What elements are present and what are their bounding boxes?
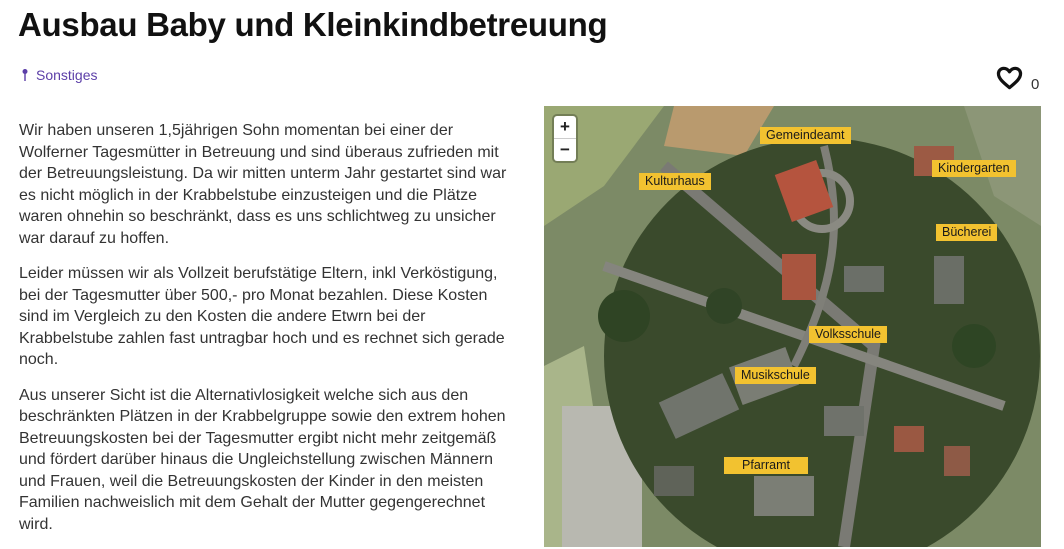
paragraph: Wir haben unseren 1,5jährigen Sohn momentan bei einer der Wolferner Tagesmütter in Betreuung und sind überaus zufrieden mit der Betreuungsleistung. Da wir mitten unterm Jahr gestartet sind war es nicht möglich in der Krabbelstube einzusteigen und die Plätze waren ohnehin so beschränkt, dass es uns schlichtweg zu unsicher war darauf zu hoffen. [19,122,507,247]
category-label: Sonstiges [36,67,98,83]
like-count: 0 [1031,76,1040,93]
paragraph: Aus unserer Sicht ist die Alternativlosigkeit welche sich aus den beschränkten Plätzen in der Krabbelgruppe sowie den extrem hohen Betreuungskosten bei der Tagesmutter ergibt nicht mehr zeitgemäß und fördert darüber hinaus die Ungleichstellung zwischen Männern und Frauen, weil die Betreuungskosten der Kinder in den meisten Familien nachweislich mit dem Gehalt der Mutter gegengerechnet wird. [19,386,506,533]
map-label-volksschule[interactable]: Volksschule [809,326,887,343]
map-label-gemeindeamt[interactable]: Gemeindeamt [760,127,851,144]
map-label-musikschule[interactable]: Musikschule [735,367,816,384]
heart-icon[interactable] [996,66,1023,90]
zoom-in-button[interactable]: + [554,116,576,139]
page-title: Ausbau Baby und Kleinkindbetreuung [18,6,608,43]
like-widget [996,66,1040,93]
map[interactable] [544,106,1041,547]
pin-icon [20,68,30,82]
zoom-out-button[interactable]: − [560,140,570,159]
map-label-kulturhaus[interactable]: Kulturhaus [639,173,711,190]
map-label-pfarramt[interactable]: Pfarramt [724,457,808,474]
category-link[interactable] [20,67,97,83]
petition-text [19,120,519,549]
map-label-kindergarten[interactable]: Kindergarten [932,160,1016,177]
zoom-control [554,116,576,161]
map-label-buecherei[interactable]: Bücherei [936,224,997,241]
paragraph: Leider müssen wir als Vollzeit berufstätige Eltern, inkl Verköstigung, bei der Tagesmutter über 500,- pro Monat bezahlen. Diese Kosten sind im Vergleich zu den Kosten die andere Etwrn bei der Krabbelstube zahlen fast untragbar hoch und es rechnet sich gerade noch. [19,265,505,368]
